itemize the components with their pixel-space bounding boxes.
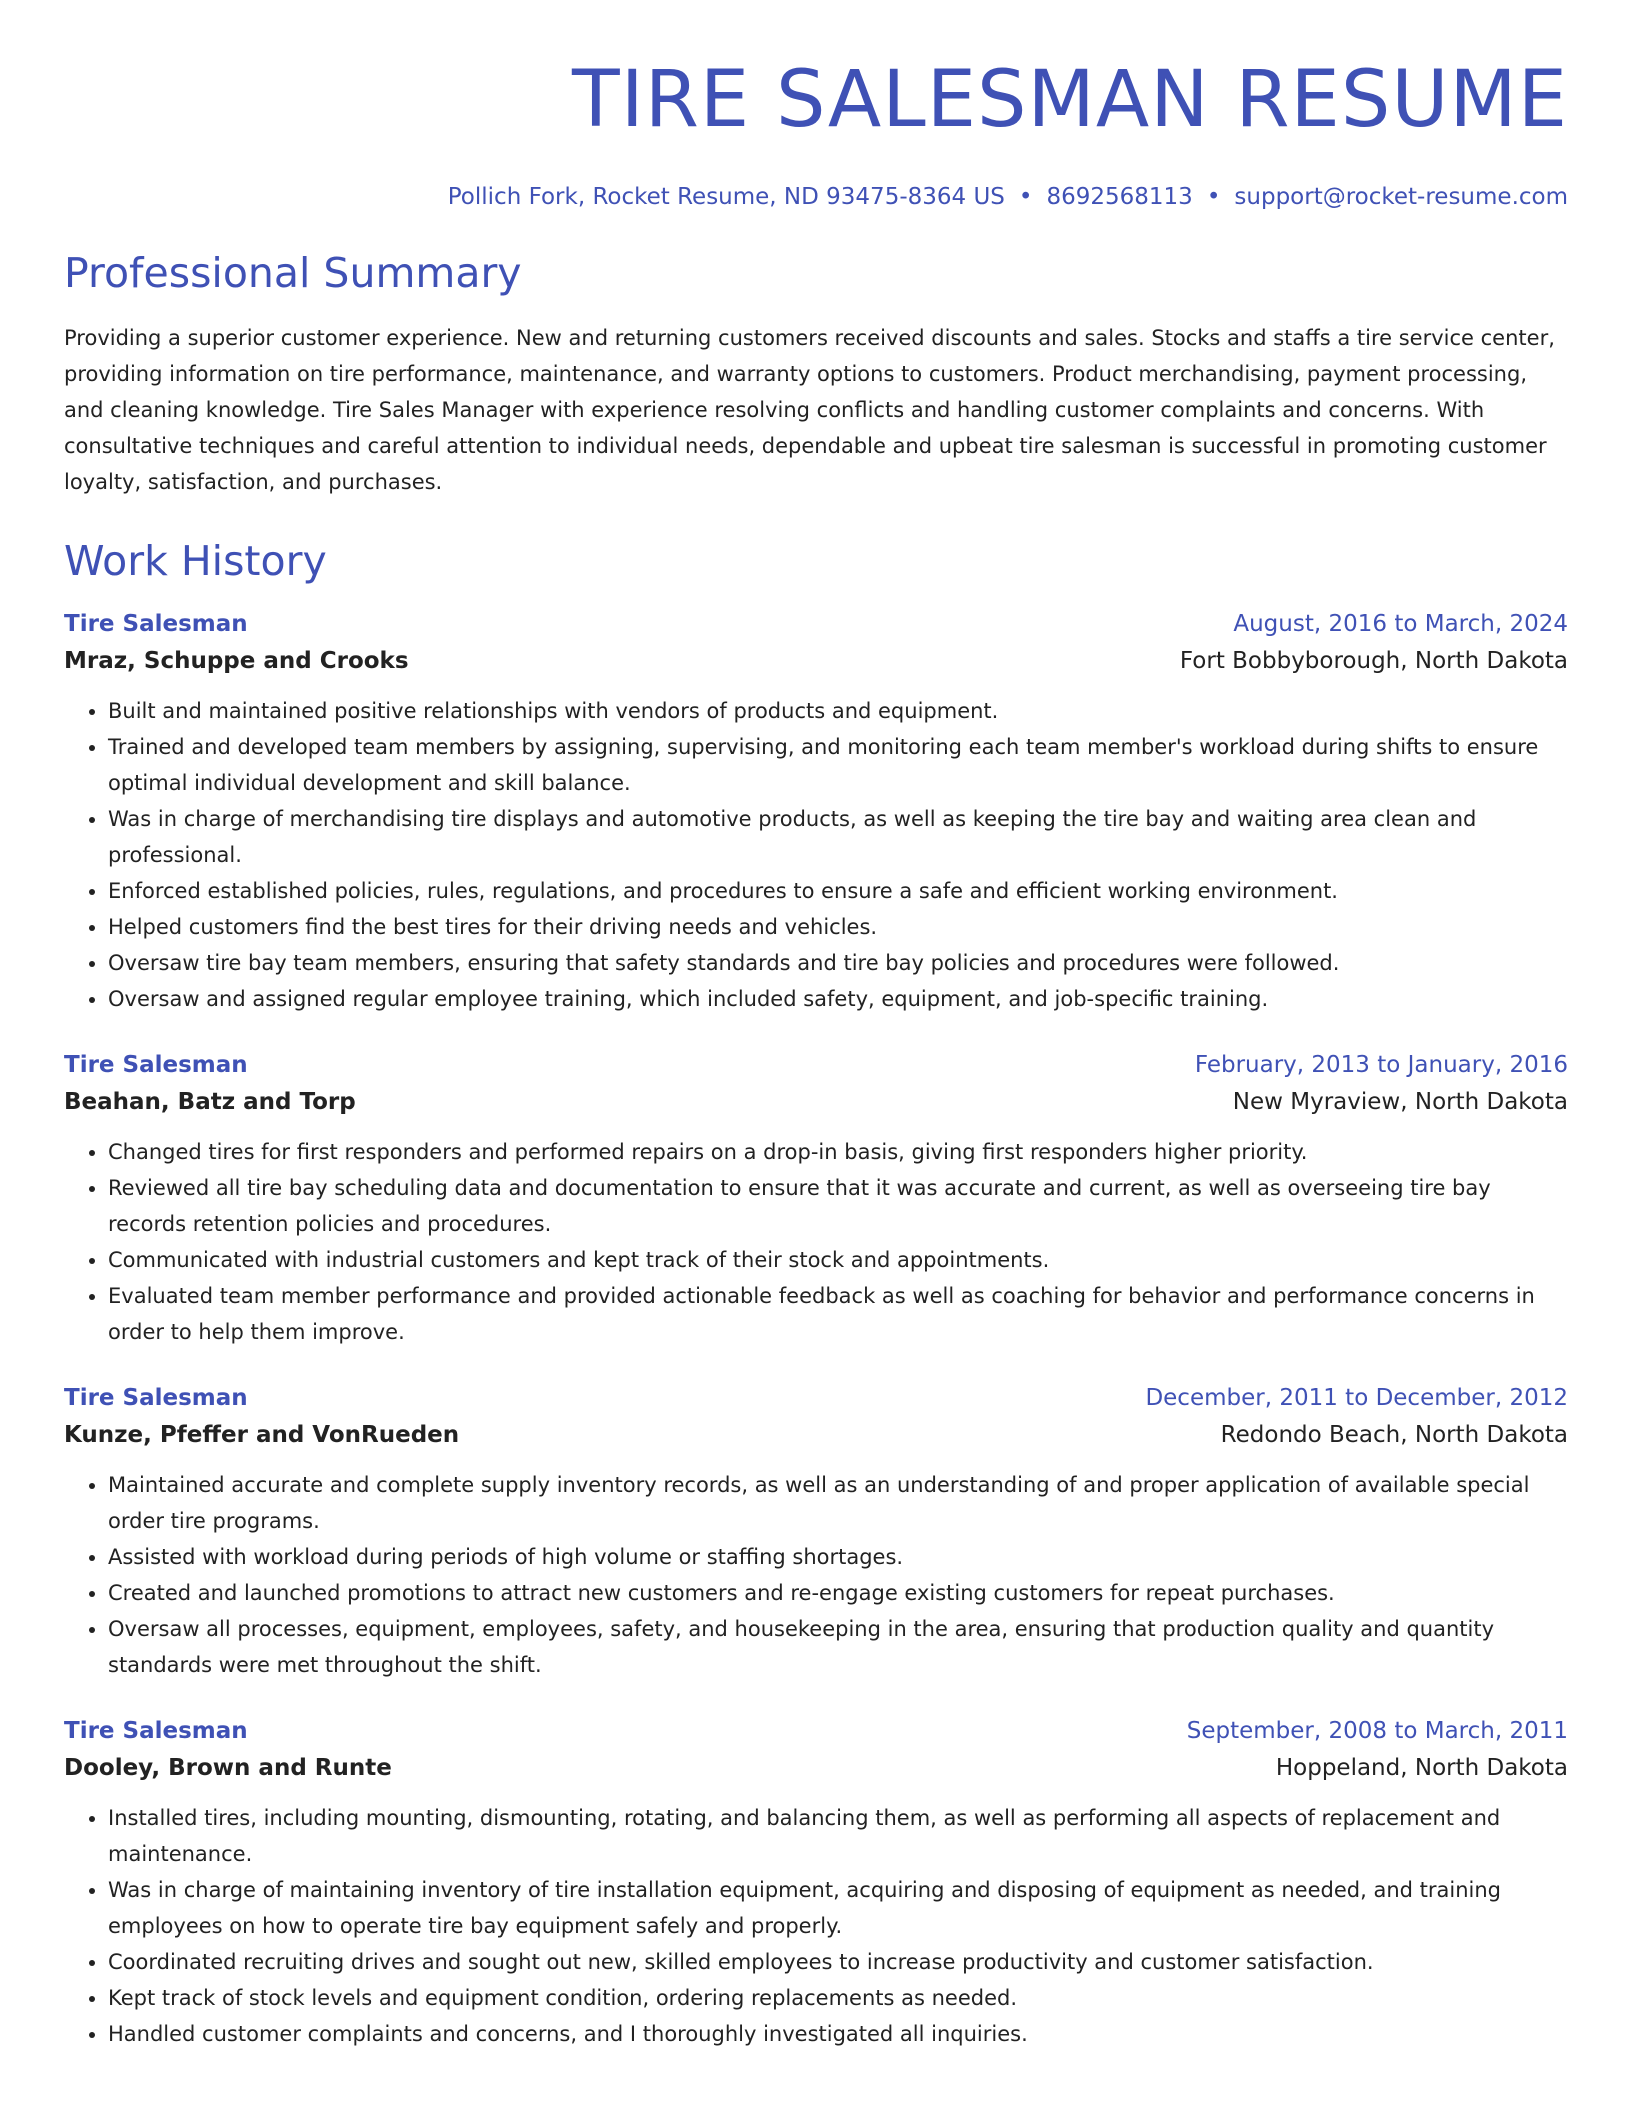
job-dates: September, 2008 to March, 2011 xyxy=(1186,1718,1568,1744)
job-bullet: • Handled customer complaints and concerns, and I thoroughly investigated all inquiries. xyxy=(108,2016,1568,2052)
job-bullet: • Reviewed all tire bay scheduling data and documentation to ensure that it was accurate and current, as well as overseeing tire bay records retention policies and procedures. xyxy=(108,1170,1568,1242)
job-bullet: • Coordinated recruiting drives and sought out new, skilled employees to increase productivity and customer satisfaction. xyxy=(108,1944,1568,1980)
job-bullet: • Maintained accurate and complete supply inventory records, as well as an understanding of and proper application of available special order tire programs. xyxy=(108,1467,1568,1539)
summary-text: Providing a superior customer experience. New and returning customers received discounts and sales. Stocks and staffs a tire service center, providing information on tire performance, maintenance, and warranty options to customers. Product merchandising, payment processing, and cleaning knowledge. Tire Sales Manager with experience resolving conflicts and handling customer complaints and concerns. With consultative techniques and careful attention to individual needs, dependable and upbeat tire salesman is successful in promoting customer loyalty, satisfaction, and purchases. xyxy=(64,326,1555,494)
job-dates: February, 2013 to January, 2016 xyxy=(1194,1052,1568,1078)
contact-address: Pollich Fork, Rocket Resume, ND 93475-8364 US xyxy=(447,184,1005,210)
job-entry xyxy=(64,608,1568,1017)
job-bullet: • Created and launched promotions to attract new customers and re-engage existing customers for repeat purchases. xyxy=(108,1575,1568,1611)
job-bullet: • Kept track of stock levels and equipment condition, ordering replacements as needed. xyxy=(108,1980,1568,2016)
contact-email: support@rocket-resume.com xyxy=(1234,184,1568,210)
summary-heading: Professional Summary xyxy=(64,249,522,297)
job-bullet: • Assisted with workload during periods of high volume or staffing shortages. xyxy=(108,1539,1568,1575)
job-dates: August, 2016 to March, 2024 xyxy=(1233,611,1568,637)
contact-separator: • xyxy=(1018,184,1033,210)
job-company: Beahan, Batz and Torp xyxy=(64,1089,356,1115)
job-role: Tire Salesman xyxy=(64,611,248,637)
job-company: Kunze, Pfeffer and VonRueden xyxy=(64,1422,460,1448)
job-entry xyxy=(64,1715,1568,2052)
work-history-list xyxy=(64,608,1568,2052)
job-entry xyxy=(64,1049,1568,1350)
job-location: New Myraview, North Dakota xyxy=(1232,1089,1568,1115)
resume-title: TIRE SALESMAN RESUME xyxy=(572,55,1568,145)
contact-phone: 8692568113 xyxy=(1046,184,1193,210)
job-bullets xyxy=(64,1800,1568,2052)
job-location: Hoppeland, North Dakota xyxy=(1275,1755,1568,1781)
job-bullet: • Was in charge of maintaining inventory of tire installation equipment, acquiring and disposing of equipment as needed, and training employees on how to operate tire bay equipment safely and properly. xyxy=(108,1872,1568,1944)
work-history-heading: Work History xyxy=(64,537,327,585)
job-location: Fort Bobbyborough, North Dakota xyxy=(1179,648,1568,674)
contact-separator: • xyxy=(1206,184,1221,210)
job-bullets xyxy=(64,1467,1568,1683)
job-bullet: • Evaluated team member performance and provided actionable feedback as well as coaching for behavior and performance concerns in order to help them improve. xyxy=(108,1278,1568,1350)
job-bullet: • Built and maintained positive relationships with vendors of products and equipment. xyxy=(108,693,1568,729)
job-location: Redondo Beach, North Dakota xyxy=(1220,1422,1568,1448)
job-bullets xyxy=(64,1134,1568,1350)
job-bullet: • Was in charge of merchandising tire displays and automotive products, as well as keeping the tire bay and waiting area clean and professional. xyxy=(108,801,1568,873)
job-role: Tire Salesman xyxy=(64,1718,248,1744)
job-company: Mraz, Schuppe and Crooks xyxy=(64,648,409,674)
job-bullets xyxy=(64,693,1568,1017)
job-entry xyxy=(64,1382,1568,1683)
job-bullet: • Oversaw all processes, equipment, employees, safety, and housekeeping in the area, ensuring that production quality and quantity standards were met throughout the shift. xyxy=(108,1611,1568,1683)
job-bullet: • Oversaw tire bay team members, ensuring that safety standards and tire bay policies and procedures were followed. xyxy=(108,945,1568,981)
job-bullet: • Changed tires for first responders and performed repairs on a drop-in basis, giving first responders higher priority. xyxy=(108,1134,1568,1170)
job-bullet: • Enforced established policies, rules, regulations, and procedures to ensure a safe and efficient working environment. xyxy=(108,873,1568,909)
contact-line xyxy=(64,182,1568,212)
job-bullet: • Trained and developed team members by assigning, supervising, and monitoring each team member's workload during shifts to ensure optimal individual development and skill balance. xyxy=(108,729,1568,801)
job-company: Dooley, Brown and Runte xyxy=(64,1755,392,1781)
job-bullet: • Helped customers find the best tires for their driving needs and vehicles. xyxy=(108,909,1568,945)
job-bullet: • Installed tires, including mounting, dismounting, rotating, and balancing them, as well as performing all aspects of replacement and maintenance. xyxy=(108,1800,1568,1872)
job-bullet: • Oversaw and assigned regular employee training, which included safety, equipment, and job-specific training. xyxy=(108,981,1568,1017)
job-role: Tire Salesman xyxy=(64,1052,248,1078)
job-role: Tire Salesman xyxy=(64,1385,248,1411)
job-bullet: • Communicated with industrial customers and kept track of their stock and appointments. xyxy=(108,1242,1568,1278)
job-dates: December, 2011 to December, 2012 xyxy=(1145,1385,1568,1411)
